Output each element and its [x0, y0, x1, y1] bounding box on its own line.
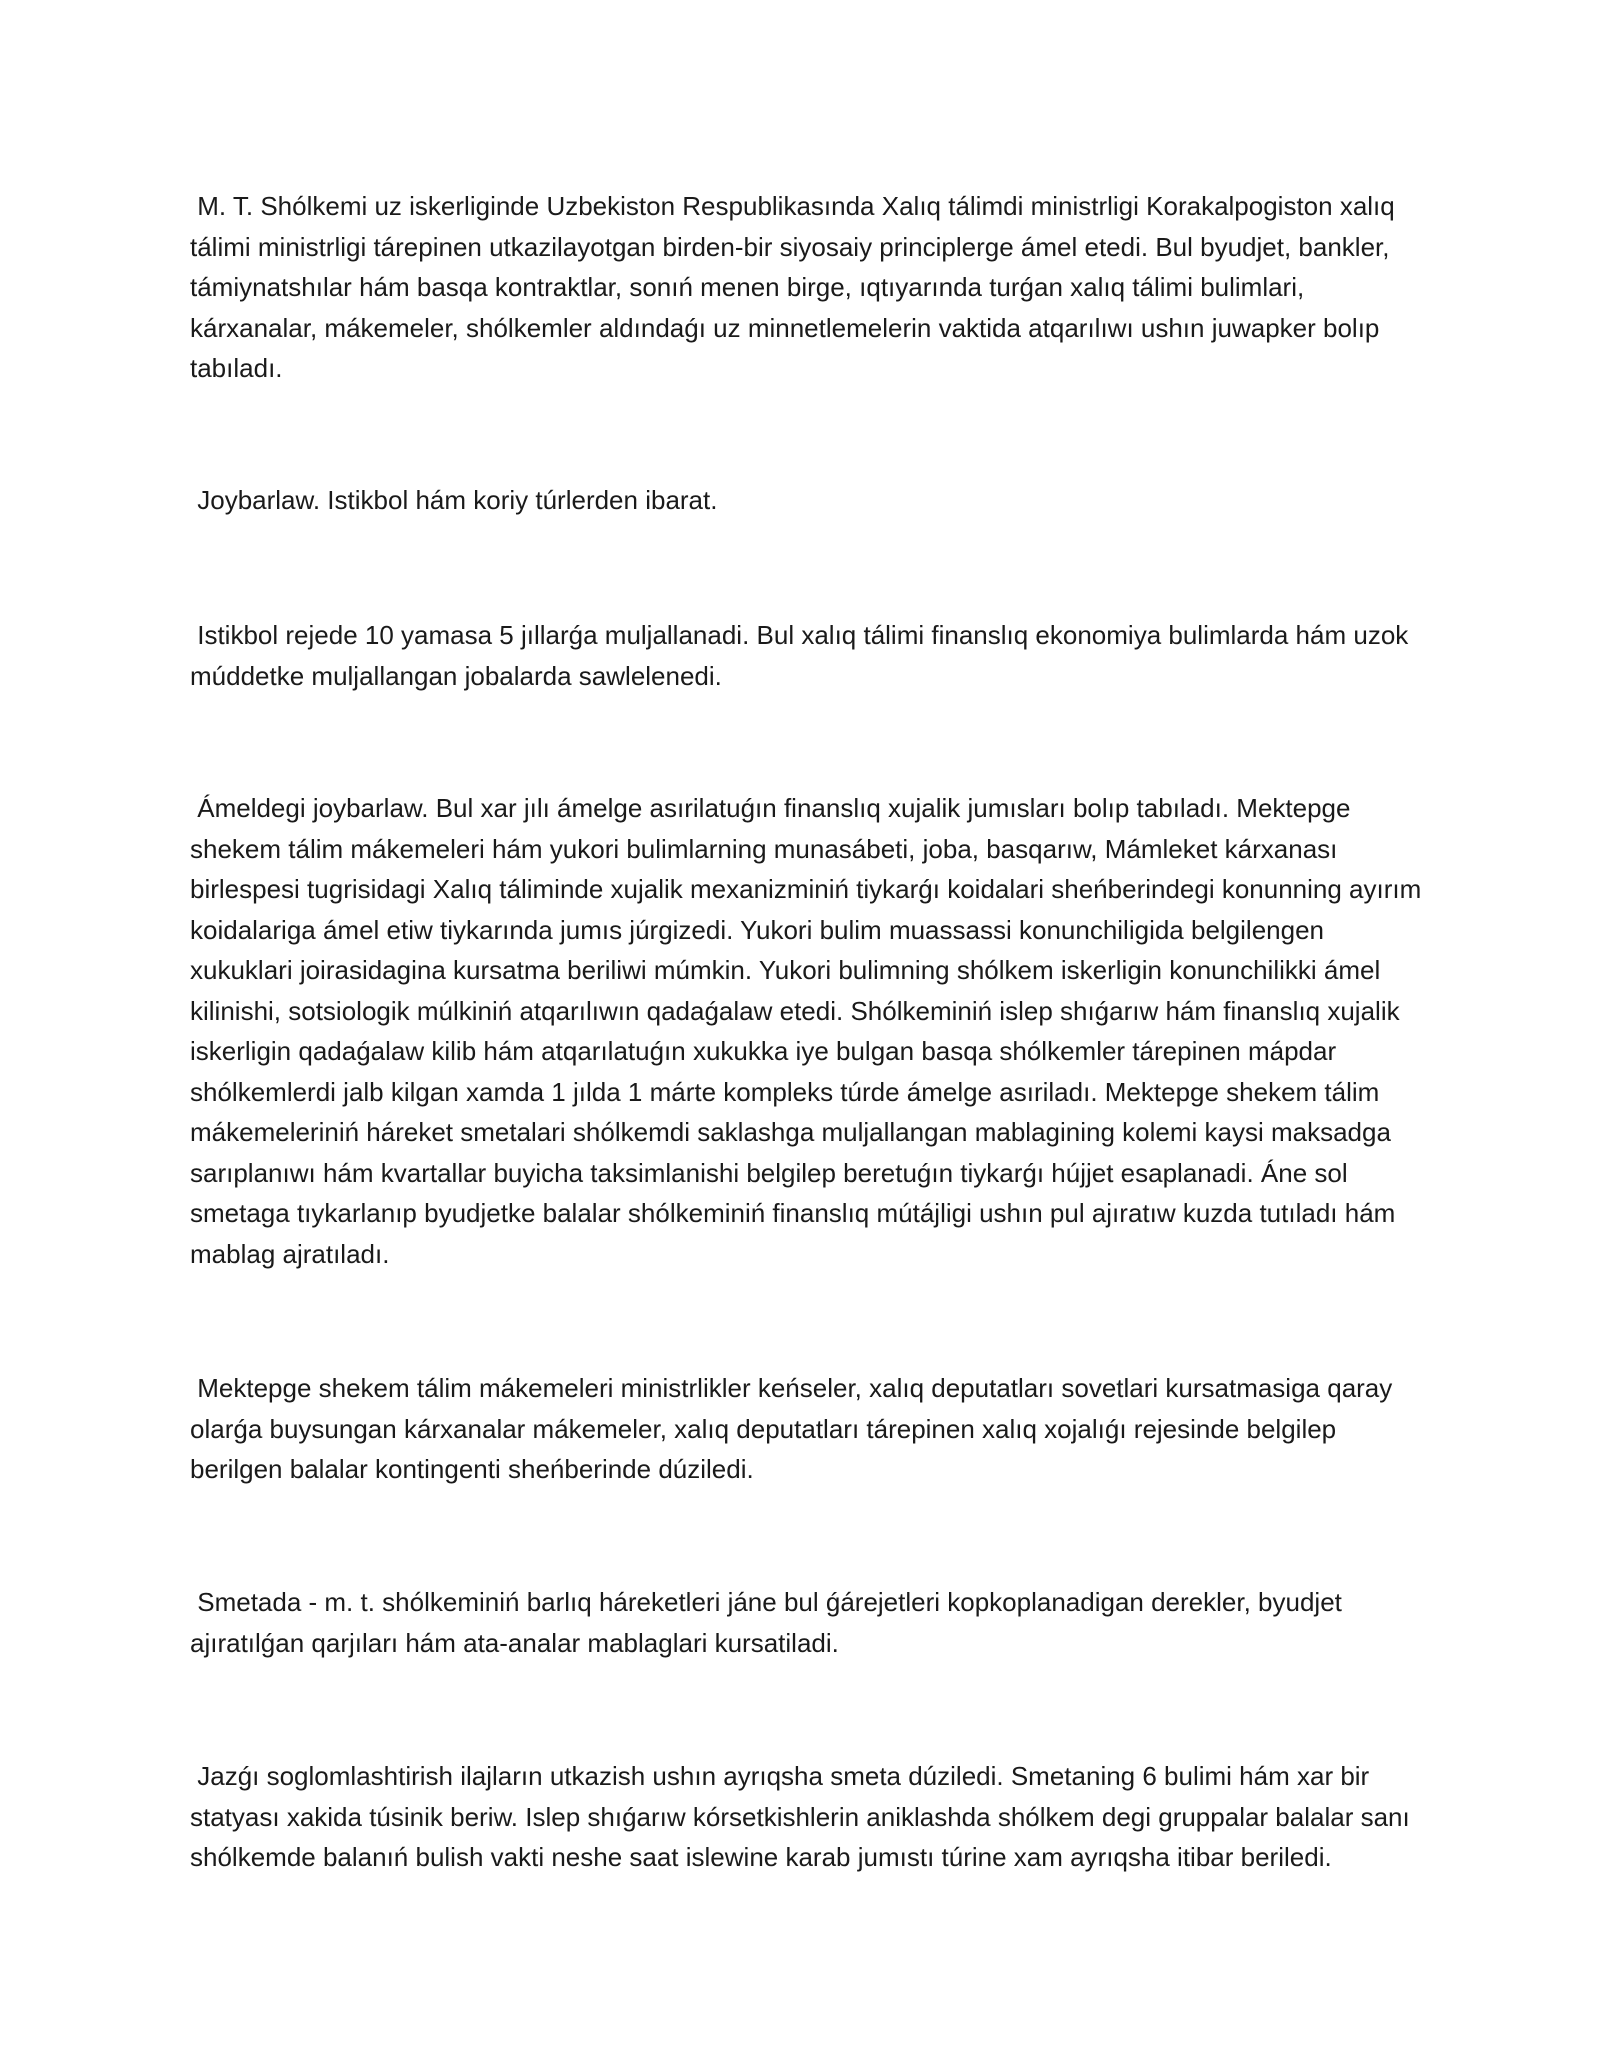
paragraph-summer-estimate: Jazǵı soglomlashtirish ilajların utkazish ushın ayrıqsha smeta dúziledi. Smetaning 6 bulimi hám xar bir statyası xakida túsinik beriw. Islep shıǵarıw kórsetkishlerin aniklashda shólkem degi gruppalar balalar sanı shólkemde balanıń bulish vakti neshe saat islewine karab jumıstı túrine xam ayrıqsha itibar beriledi.: [190, 1761, 1417, 1872]
paragraph-estimate: Smetada - m. t. shólkeminiń barlıq háreketleri jáne bul ǵárejetleri kopkoplanadigan derekler, byudjet ajıratılǵan qarjıları hám ata-analar mablaglari kursatiladi.: [190, 1587, 1350, 1658]
paragraph-long-term-plan: Istikbol rejede 10 yamasa 5 jıllarǵa muljallanadi. Bul xalıq tálimi finanslıq ekonomiya bulimlarda hám uzok múddetke muljallangan jobalarda sawlelenedi.: [190, 620, 1416, 691]
paragraph-intro: M. T. Shólkemi uz iskerliginde Uzbekiston Respublikasında Xalıq tálimdi ministrligi Korakalpogiston xalıq tálimi ministrligi tárepinen utkazilayotgan birden-bir siyosaiy principlerge ámel etedi. Bul byudjet, bankler, támiynatshılar hám basqa kontraktlar, sonıń menen birge, ıqtıyarında turǵan xalıq tálimi bulimlari, kárxanalar, mákemeler, shólkemler aldındaǵı uz minnetlemelerin vaktida atqarılıwı ushın juwapker bolıp tabıladı.: [190, 191, 1402, 383]
paragraph-preschool-institutions: Mektepge shekem tálim mákemeleri ministrlikler keńseler, xalıq deputatları sovetlari kursatmasiga qaray olarǵa buysungan kárxanalar mákemeler, xalıq deputatları tárepinen xalıq xojalıǵı rejesinde belgilep berilgen balalar kontingenti sheńberinde dúziledi.: [190, 1373, 1400, 1484]
paragraph-planning-heading: Joybarlaw. Istikbol hám koriy túrlerden ibarat.: [190, 485, 718, 515]
paragraph-current-planning: Ámeldegi joybarlaw. Bul xar jılı ámelge asırilatuǵın finanslıq xujalik jumısları bolıp tabıladı. Mektepge shekem tálim mákemeleri hám yukori bulimlarning munasábeti, joba, basqarıw, Mámleket kárxanası birlespesi tugrisidagi Xalıq táliminde xujalik mexanizminiń tiykarǵı koidalari sheńberindegi konunning ayırım koidalariga ámel etiw tiykarında jumıs júrgizedi. Yukori bulim muassassi konunchiligida belgilengen xukuklari joirasidagina kursatma beriliwi múmkin. Yukori bulimning shólkem iskerligin konunchilikki ámel kilinishi, sotsiologik múlkiniń atqarılıwın qadaǵalaw etedi. Shólkeminiń islep shıǵarıw hám finanslıq xujalik iskerligin qadaǵalaw kilib hám atqarılatuǵın xukukka iye bulgan basqa shólkemler tárepinen mápdar shólkemlerdi jalb kilgan xamda 1 jılda 1 márte kompleks túrde ámelge asıriladı. Mektepge shekem tálim mákemeleriniń háreket smetalari shólkemdi saklashga muljallangan mablagining kolemi kaysi maksadga sarıplanıwı hám kvartallar buyicha taksimlanishi belgilep beretuǵın tiykarǵı hújjet esaplanadi. Áne sol smetaga tıykarlanıp byudjetke balalar shólkeminiń finanslıq mútájligi ushın pul ajıratıw kuzda tutıladı hám mablag ajratıladı.: [190, 793, 1429, 1269]
